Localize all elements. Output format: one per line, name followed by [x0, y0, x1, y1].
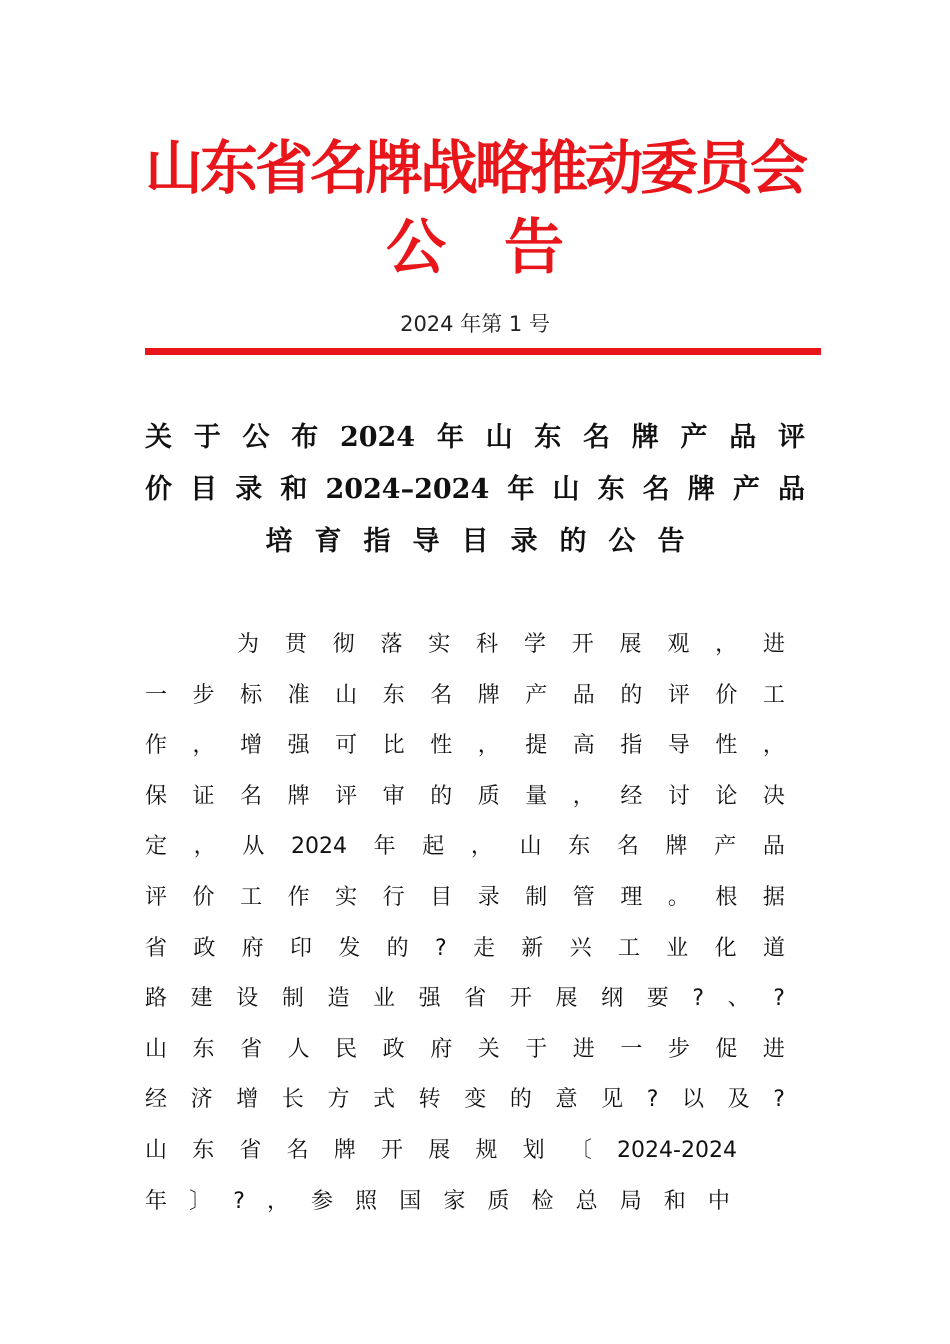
body-line: 省 政 府 印 发 的 ? 走 新 兴 工 业 化 道 [145, 935, 785, 961]
body-line: 评 价 工 作 实 行 目 录 制 管 理 。 根 据 [145, 884, 785, 910]
body-text [145, 620, 785, 1227]
body-line: 经 济 增 长 方 式 转 变 的 意 见 ? 以 及 ? [145, 1087, 785, 1113]
body-line: 为 贯 彻 落 实 科 学 开 展 观 ， 进 [237, 632, 785, 657]
doc-number: 2024 年第 1 号 [400, 312, 550, 336]
org-title: 山东省名牌战略推动委员会 [144, 134, 805, 202]
body-line: 山 东 省 名 牌 开 展 规 划 〔 2024-2024 [145, 1137, 737, 1163]
body-line: 路 建 设 制 造 业 强 省 开 展 纲 要 ? 、 ? [145, 986, 785, 1012]
body-line: 保 证 名 牌 评 审 的 质 量 ， 经 讨 论 决 [145, 783, 785, 809]
body-line: 山 东 省 人 民 政 府 关 于 进 一 步 促 进 [145, 1036, 785, 1062]
notice-title-line: 价 目 录 和 2024–2024 年 山 东 名 牌 产 品 [145, 474, 805, 505]
notice-title-line: 关 于 公 布 2024 年 山 东 名 牌 产 品 评 [145, 422, 805, 453]
body-line: 年 〕 ? ， 参 照 国 家 质 检 总 局 和 中 [145, 1188, 730, 1214]
body-line: 一 步 标 准 山 东 名 牌 产 品 的 评 价 工 [145, 682, 785, 708]
notice-title-line: 培 育 指 导 目 录 的 公 告 [265, 526, 685, 557]
doc-type-heading: 公告 [386, 213, 622, 283]
body-line: 作 ， 增 强 可 比 性 ， 提 高 指 导 性 ， [145, 733, 785, 759]
notice-title [145, 412, 805, 568]
body-line: 定 ， 从 2024 年 起 ， 山 东 名 牌 产 品 [145, 834, 785, 860]
red-divider [145, 348, 821, 355]
